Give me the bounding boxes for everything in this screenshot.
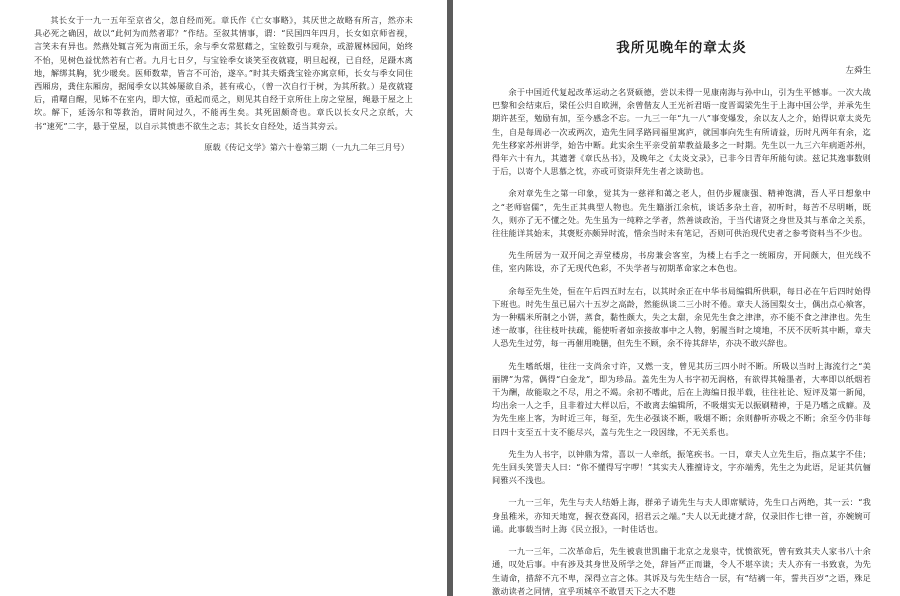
right-page	[453, 0, 900, 596]
right-paragraph-2: 余对章先生之第一印象，觉其为一慈祥和蔼之老人，但仍步履康强、精神饱满，吾人平日想象中之“老师宿儒”，先生正其典型人物也。先生籍浙江余杭，谈话多杂土音，初听时，每苦不尽明晰，既久，则亦了无不懂之处。先生虽为一纯粹之学者，然善谈政治，于当代诸贤之身世及其与革命之关系，往往能详其始末，其褒贬亦颇异时流，惜余当时未有笔记，否则可供治现代史者之参考资料当不少也。	[492, 188, 871, 239]
article-title: 我所见晚年的章太炎	[616, 40, 747, 56]
right-paragraph-3: 先生所居为一双开间之弄堂楼房，书房兼会客室，为楼上右手之一统厢房，开间颇大，但光线不佳，室内陈设，亦了无现代色彩，不失学者与初期革命家之本色也。	[492, 250, 871, 274]
source-citation: 原载《传记文学》第六十卷第三期（一九九二年三月号）	[204, 141, 409, 152]
right-paragraph-1: 余于中国近代复起改革运动之名贤硕德，尝以未得一见康南海与孙中山，引为生平憾事。一次大战巴黎和会结束后，梁任公归自欧洲，余曾偕友人王光祈君晤一度晋谒梁先生于上海中国公学，并承先生期许甚至，勉励有加，至今感念不忘。一九三一年“九一八”事变爆发，余以友人之介，始得识章太炎先生，自是每周必一次或两次，造先生同孚路同福里寓庐，就国事向先生有所请益，历时凡两年有余，迄先生移家苏州讲学，始告中断。此实余生平亲受前辈教益最多之一时期。先生以一九三六年病逝苏州，得年六十有九，其遗著《章氏丛书》，及晚年之《太炎文录》，已非今日青年所能句读。兹记其逸事数则于后，以寄个人思慕之忱，亦或可资崇拜先生者之谈助也。	[492, 87, 871, 177]
right-paragraph-6: 先生为人书字，以钟鼎为常，喜以一人牵纸，振笔疾书。一日，章夫人立先生后，指点某字不佳；先生回头笑詈夫人曰：“你不懂得写字啰！”其实夫人雅擅诗文，字亦端秀，先生之为此语，足证其伉俪间雅兴不浅也。	[492, 448, 871, 486]
right-paragraph-7: 一九一三年，先生与夫人结婚上海，群弟子请先生与夫人即席赋诗，先生口占两绝，其一云：“我身虽稚米，亦知天地宽，握衣登高冈，招君云之端。”夫人以无此捷才辞，仅录旧作七律一首，亦婉婉可诵。此事载当时上海《民立报》，一时佳话也。	[492, 497, 871, 534]
right-paragraph-5: 先生嗜纸烟，往往一支尚余寸许，又燃一支，曾见其历三四小时不断。所吸以当时上海流行之“美丽牌”为常，偶得“白金龙”，即为珍品。盖先生为人书字初无润格，有欲得其翰墨者，大率即以纸烟若干为酬，故能取之不尽，用之不竭。余初不嗜此，后在上海编日报半载，往往社论、短评及第一新闻，均出余一人之手，且非着过大样以后，不敢离去编辑所，不吸烟实无以振刷精神，于是乃嗜之成癖。及为先生座上客，为时近三年，每至，先生必强谈不断，吸烟不断；余则静听亦吸之不断；余至今仍非每日四十支至五十支不能尽兴，盖与先生之一段因缘，不无关系也。	[492, 360, 871, 437]
article-author: 左舜生	[845, 66, 871, 76]
right-paragraph-4: 余每至先生处，恒在午后四五时左右，以其时余正在中华书局编辑所供职，每日必在午后四时始得下班也。时先生虽已届六十五岁之高龄，然能纵谈二三小时不倦。章夫人汤国梨女士，偶出点心飨客，为一种糯米所制之小饼，蒸食，黏性颇大，失之太甜，余见先生食之津津，亦不能不食之津津也。先生述一故事，往往枝叶扶疏，能使听者如亲接故事中之人物，躬履当时之境地，不厌不厌听其中断，章夫人恐先生过劳，每一再催用晚膳，但先生不顾，余不待其辞毕，亦决不敢兴辞也。	[492, 285, 871, 349]
left-paragraph-1: 其长女于一九一五年至京省父，忽自经而死。章氏作《亡女事略》，其厌世之故略有所言，然亦未具必死之确因，故以“此何为而然者耶？”作结。至叙其情事，谓：“民国四年四月，长女如京师省视，言笑未有异也。然燕处辄言死为南面王乐，余与季女常慰藉之，宝铨数引与观杂，或游履林园间，始终不怡，见树色益忧然若有亡者。九月七日夕，与宝铨季女谈笑至夜就寝，明旦起视，已自经，足蹑木离地，解绑其胸，犹少暖矣。医师数辈，皆言不可治，遂卒。”时其夫婿龚宝铨亦寓京师，长女与季女同住西厢房，龚住东厢房，据闻季女以其姊屡欲自杀，甚有戒心，（曾一次自行于树，为其所救。）是夜就寝后，甫曙自醒，见姊不在室内，即大惊，亟起而觅之，则见其自经于京所住上房之堂屋，绳悬于屋之上坎。解下，延汤尔和等救治，谓时间过久，不能再生矣。其死固颇奇也。章氏以长女尺之京纸，大书“速死”二字，悬于堂屋，以自示其愤恚不欲生之志；其长女自经处，适当其旁云。	[34, 15, 413, 131]
right-paragraph-8: 一九一三年，二次革命后，先生被袁世凯幽于北京之龙泉寺，忧愤欲死，曾有致其夫人家书八十余通，叹处后事。中有涉及其身世及所学之处，辞旨严正而谦，令人不堪卒读；夫人亦有一书致袁，为先生请命，措辞不亢不卑，深得立言之体。其诉及与先生结合一层，有“结褵一年，誓共百岁”之语，殊足激动读者之同情，宜乎项城卒不敢冒天下之大不韪	[492, 546, 871, 596]
left-page	[0, 0, 447, 596]
